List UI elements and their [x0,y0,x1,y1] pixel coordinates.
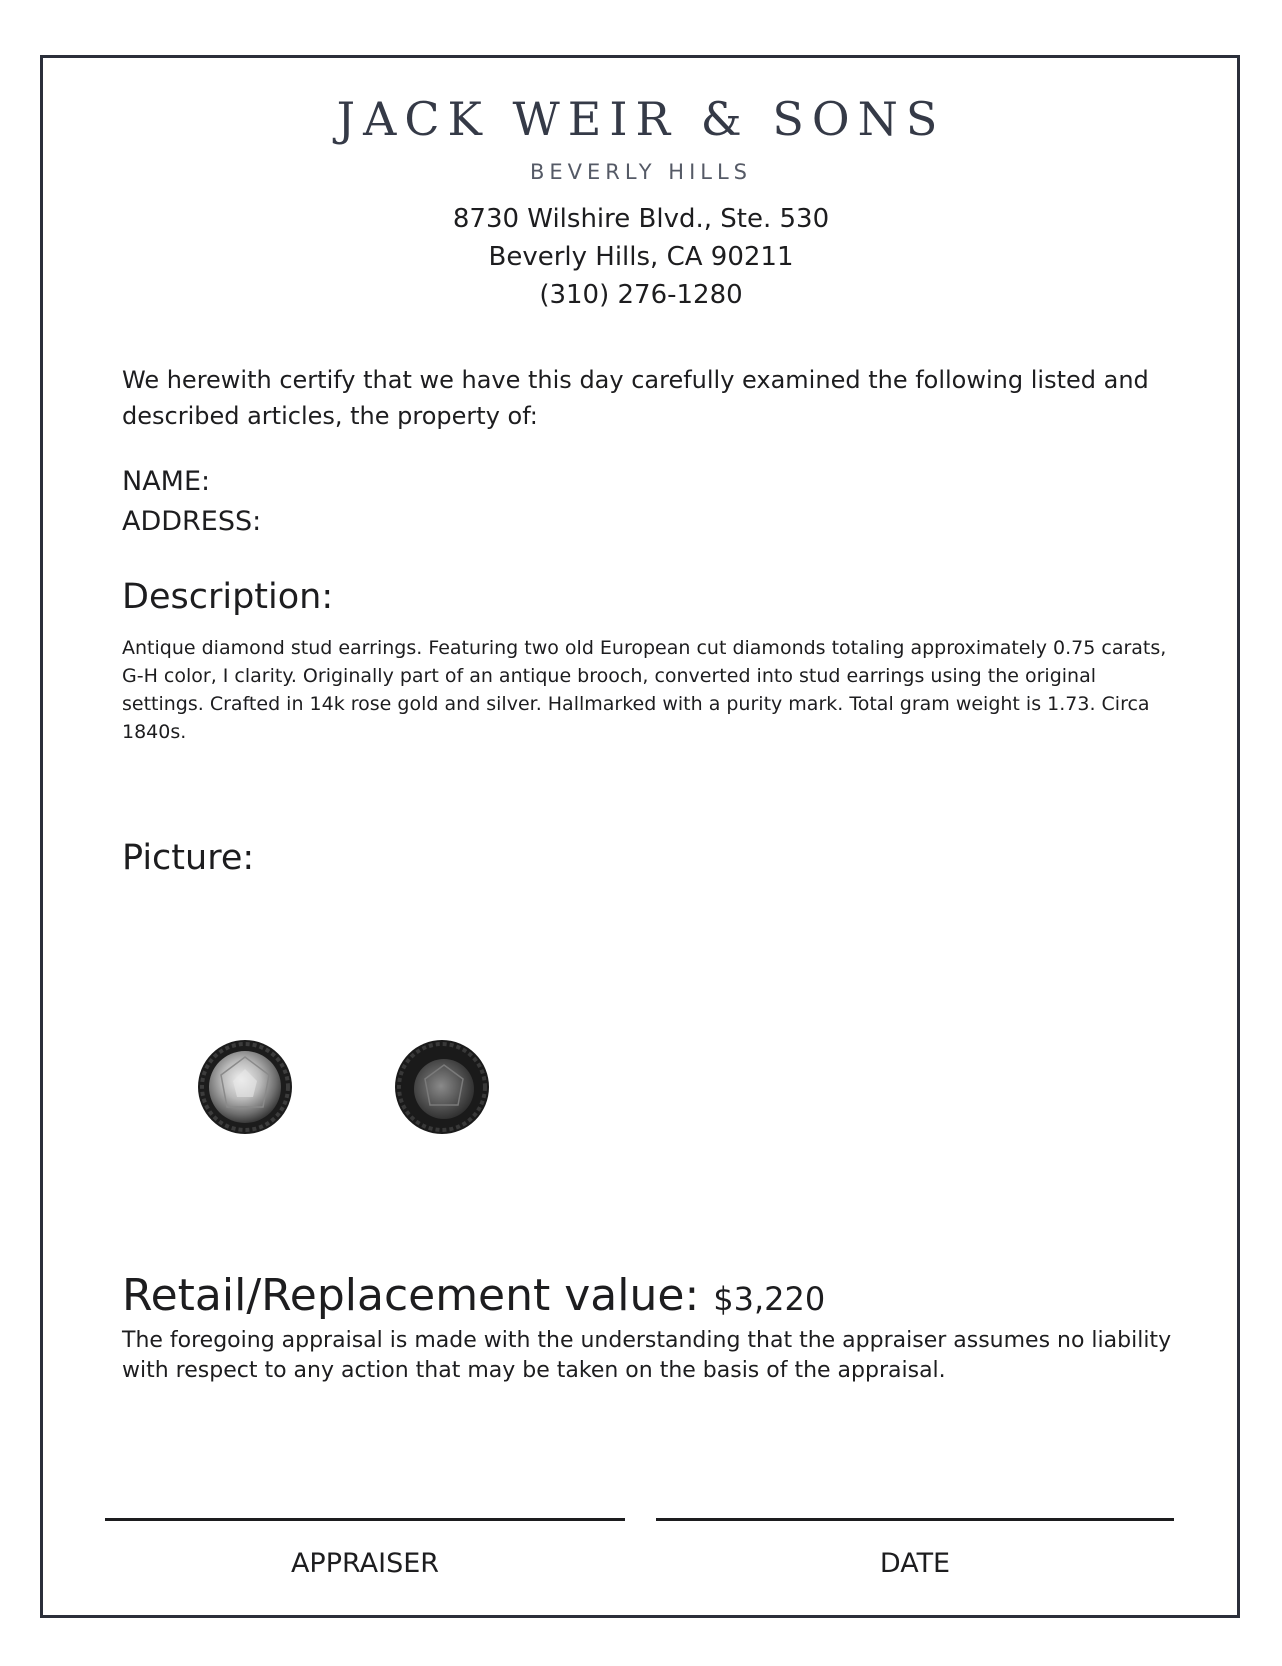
address-line-1: 8730 Wilshire Blvd., Ste. 530 [452,204,830,234]
earring-right [395,1040,489,1134]
name-label: NAME: [122,466,211,497]
value-row [122,1270,825,1321]
description-text: Antique diamond stud earrings. Featuring two old European cut diamonds totaling approximately 0.75 carats, G-H color, I clarity. Originally part of an antique brooch, converted into stud earrings using the original settings. Crafted in 14k rose gold and silver. Hallmarked with a purity mark. Total gram weight is 1.73. Circa 1840s. [122,637,1167,743]
value-amount: $3,220 [713,1280,826,1318]
brand-name: JACK WEIR & SONS [336,92,946,146]
date-label: DATE [879,1548,951,1579]
phone-number: (310) 276-1280 [539,280,743,310]
description-heading: Description: [122,577,334,617]
disclaimer-text: The foregoing appraisal is made with the understanding that the appraiser assumes no liability with respect to any action that may be taken on the basis of the appraisal. [122,1328,1172,1383]
certification-text: We herewith certify that we have this day carefully examined the following listed and described articles, the property of: [122,366,1149,430]
value-label: Retail/Replacement value: [122,1270,700,1321]
date-signature-line [656,1518,1174,1521]
appraiser-signature-line [105,1518,625,1521]
appraiser-label: APPRAISER [290,1548,440,1579]
picture-heading: Picture: [122,838,255,878]
earring-left [198,1040,292,1134]
address-label: ADDRESS: [122,506,262,537]
brand-subtitle: BEVERLY HILLS [529,160,753,184]
earrings-photo [195,1035,515,1140]
address-line-2: Beverly Hills, CA 90211 [488,242,794,272]
